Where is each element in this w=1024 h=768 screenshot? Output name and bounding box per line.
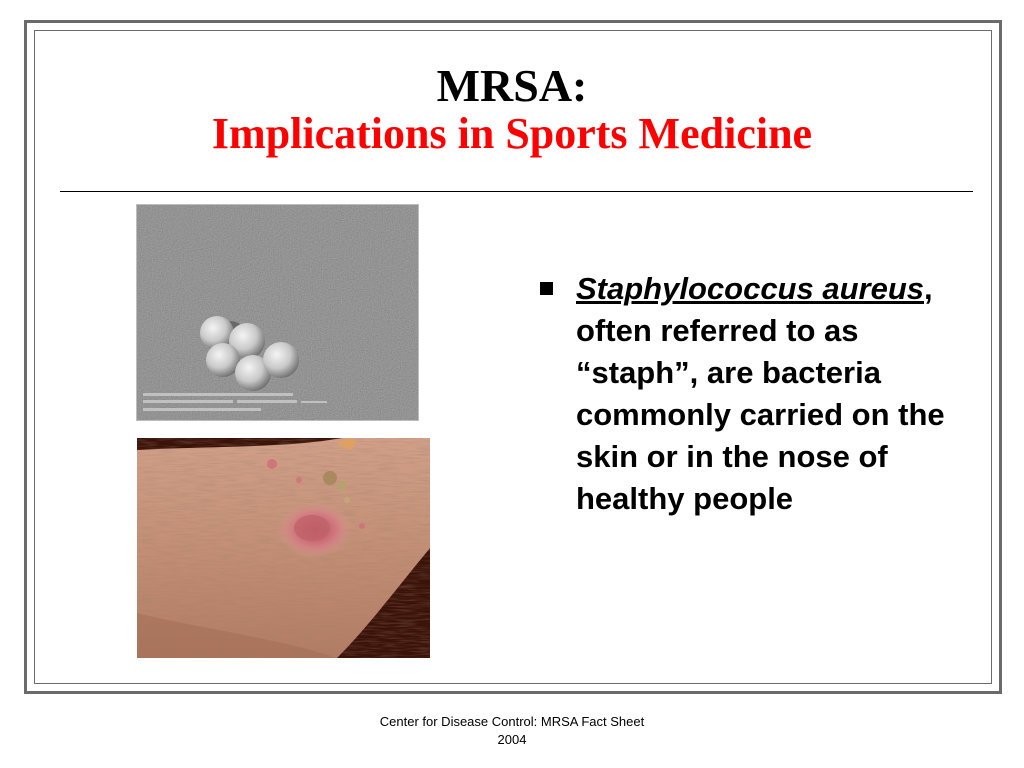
title-main: MRSA: xyxy=(436,60,588,111)
slide-footer xyxy=(0,713,1024,749)
bullet-text xyxy=(576,268,976,520)
title-divider xyxy=(60,191,973,192)
bullet-description: , often referred to as “staph”, are bacteria commonly carried on the skin or in the nose of healthy people xyxy=(576,271,945,516)
species-name: Staphylococcus aureus xyxy=(576,271,925,306)
staphylococcus-micrograph-image xyxy=(136,204,419,421)
skin-infection-photo xyxy=(137,438,430,658)
title-subtitle: Implications in Sports Medicine xyxy=(211,109,813,158)
footer-source: Center for Disease Control: MRSA Fact Sheet xyxy=(379,714,645,729)
bullet-square-icon xyxy=(540,282,553,295)
slide-title xyxy=(0,62,1024,158)
footer-year: 2004 xyxy=(497,732,527,747)
